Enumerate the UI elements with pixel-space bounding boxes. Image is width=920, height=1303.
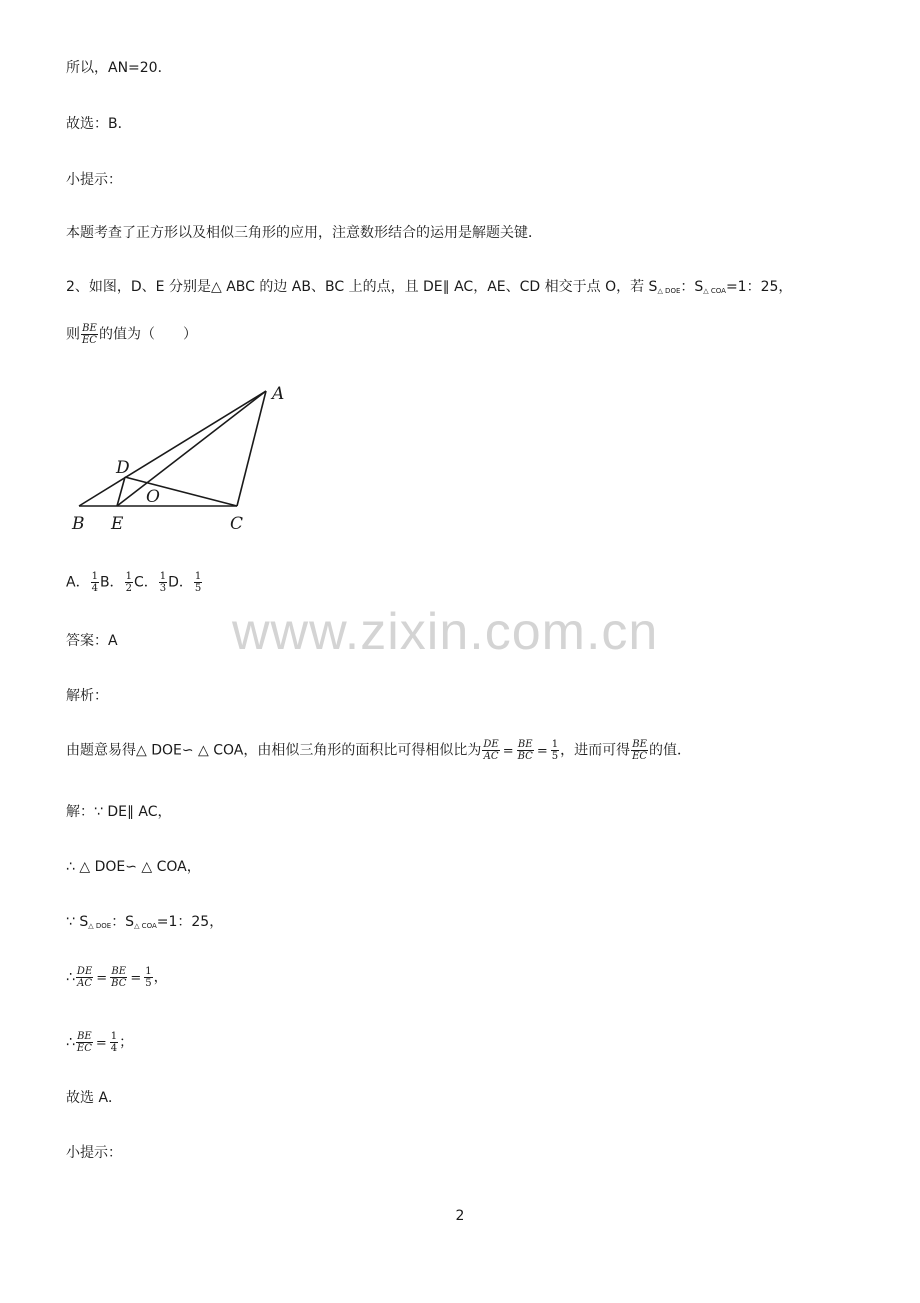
answer-line: 答案：A (66, 633, 118, 649)
page-number: 2 (455, 1208, 465, 1224)
segment-ae (117, 391, 266, 506)
solution-line: ∴ △ DOE∽ △ COA， (66, 859, 201, 875)
watermark: www.zixin.com.cn (232, 603, 659, 661)
text-line: 小提示： (66, 172, 122, 188)
analysis-label: 解析： (66, 688, 108, 704)
label-a: A (272, 384, 285, 404)
analysis-text: 由题意易得△ DOE∽ △ COA，由相似三角形的面积比可得相似比为 $\frac{DE}{AC}$ = $\frac{BE}{BC}$ = $\frac{1}{5}$ ，进而可得 $\frac{BE}{EC}$ 的值． (66, 739, 692, 762)
question-stem-line2: 则 $\frac{BE}{EC}$ 的值为（ ） (66, 323, 197, 346)
solution-line: ∵ $S_{\triangle DOE}$：$S_{\triangle COA}=1$：25， (66, 914, 224, 930)
hint-label: 小提示： (66, 1145, 122, 1161)
text-line: 故选：B． (66, 116, 132, 132)
solution-line: ∴ $\frac{BE}{EC}$ = $\frac{1}{4}$ ； (66, 1031, 134, 1054)
text-line: 所以，AN=20． (66, 60, 172, 76)
options-line: A． $\frac{1}{4}$ B． $\frac{1}{2}$ C． $\frac{1}{3}$ D． $\frac{1}{5}$ (66, 571, 202, 594)
question-stem: 2、如图，D、E 分别是△ ABC 的边 AB、BC 上的点，且 DE∥ AC，AE、CD 相交于点 O，若 $S_{\triangle DOE}$：$S_{\triangle COA}=1$：25， (66, 279, 793, 295)
fraction-be-ec: $\frac{BE}{EC}$ (82, 323, 97, 346)
final-choice: 故选 A． (66, 1090, 123, 1106)
label-e: E (111, 514, 124, 534)
solution-line: ∴ $\frac{DE}{AC}$ = $\frac{BE}{BC}$ = $\frac{1}{5}$ ， (66, 966, 168, 989)
triangle-figure (60, 375, 300, 540)
label-c: C (230, 514, 244, 534)
solution-line: 解：∵ DE∥ AC， (66, 804, 172, 820)
label-o: O (146, 487, 160, 507)
segment-dc (125, 477, 237, 506)
text-line: 本题考查了正方形以及相似三角形的应用，注意数形结合的运用是解题关键． (66, 225, 542, 241)
label-d: D (116, 458, 130, 478)
label-b: B (72, 514, 85, 534)
side-ac (237, 391, 266, 506)
